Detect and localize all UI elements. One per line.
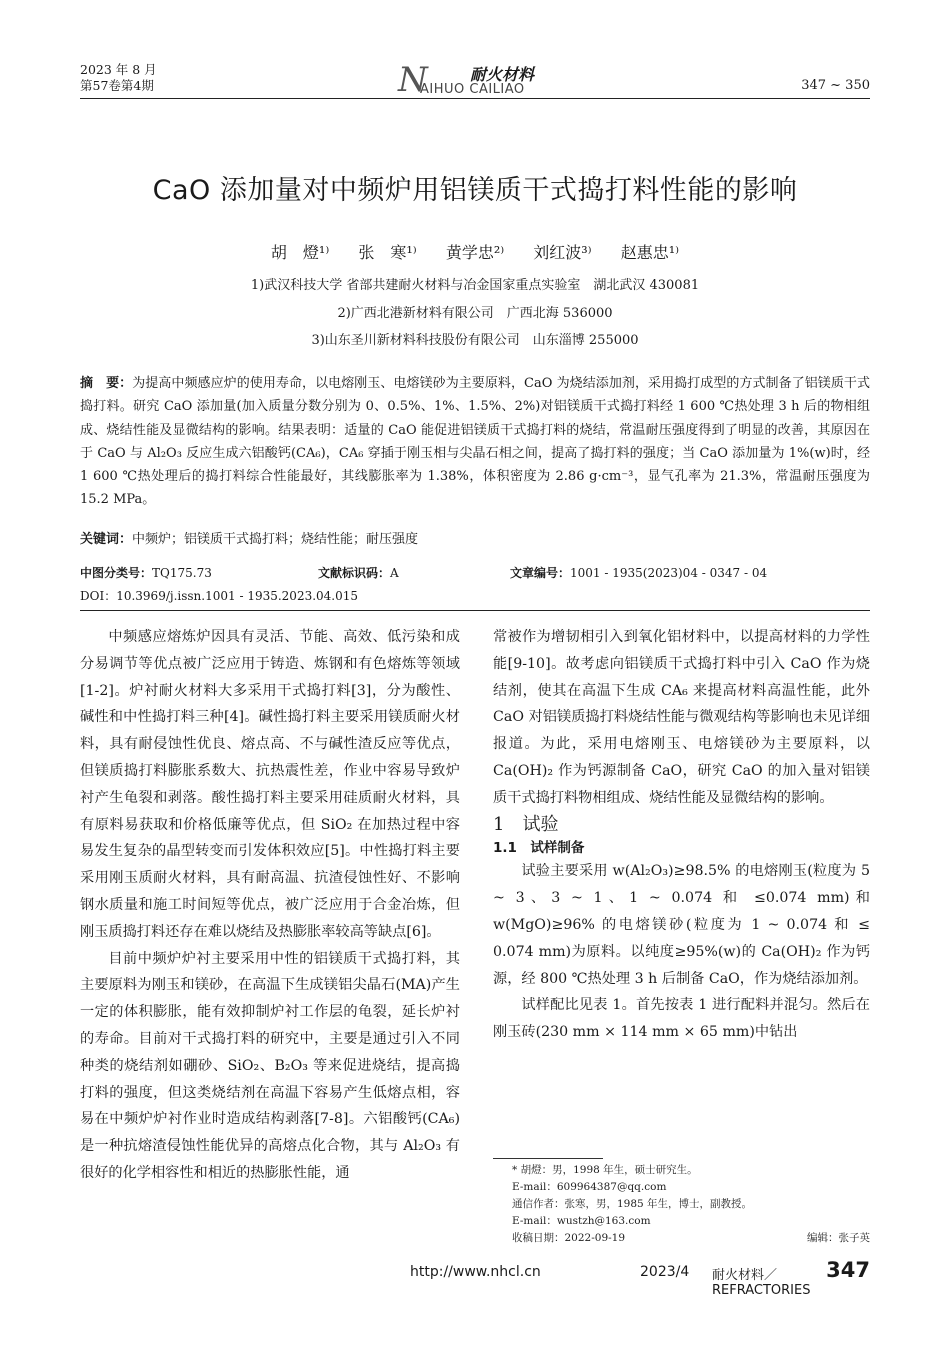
affiliation-1: 1)武汉科技大学 省部共建耐火材料与冶金国家重点实验室 湖北武汉 430081 — [250, 278, 700, 293]
body-column-right — [493, 624, 870, 1046]
issue-info — [80, 62, 157, 94]
journal-logo — [398, 60, 548, 100]
page-range: 347 ~ 350 — [801, 78, 870, 93]
issue-number: 2023/4 — [640, 1264, 690, 1280]
logo-pinyin: AIHUO CAILIAO — [420, 82, 525, 97]
author: 黄学忠²⁾ — [445, 243, 505, 262]
abstract-divider — [80, 610, 870, 611]
logo-chinese: 耐火材料 — [470, 65, 535, 84]
paragraph-continued: 常被作为增韧相引入到氧化铝材料中，以提高材料的力学性能[9-10]。故考虑向铝镁质干式捣打料中引入 CaO 作为烧结剂，使其在高温下生成 CA₆ 来提高材料高温性能，此外 CaO 对铝镁质捣打料烧结性能与微观结构等影响也未见详细报道。为此，采用电熔刚玉、电熔镁砂为主要原料，以 Ca(OH)₂ 作为钙源制备 CaO，研究 CaO 的加入量对铝镁质干式捣打料物相组成、烧结性能及显微结构的影响。 — [493, 629, 870, 806]
page-footer — [80, 1258, 870, 1298]
author: 胡 燈¹⁾ — [270, 243, 330, 262]
affiliation-3: 3)山东圣川新材料科技股份有限公司 山东淄博 255000 — [311, 333, 639, 348]
doi: DOI：10.3969/j.issn.1001 - 1935.2023.04.015 — [80, 589, 359, 603]
footnote: * 胡燈：男，1998 年生，硕士研究生。 E-mail：609964387@qq.com 通信作者：张寒，男，1985 年生，博士，副教授。 E-mail：wustzh@163.com 收稿日期：2022-09-19 — [512, 1164, 753, 1244]
clc-number: 中图分类号：TQ175.73 — [80, 566, 212, 580]
author-list — [0, 240, 950, 263]
paragraph: 目前中频炉炉衬主要采用中性的铝镁质干式捣打料，其主要原料为刚玉和镁砂，在高温下生成镁铝尖晶石(MA)产生一定的体积膨胀，能有效抑制炉衬工作层的龟裂，延长炉衬的寿命。目前对干式捣打料的研究中，主要是通过引入不同种类的烧结剂如硼砂、SiO₂、B₂O₃ 等来促进烧结，提高捣打料的强度，但这类烧结剂在高温下容易产生低熔点相，容易在中频炉炉衬作业时造成结构剥落[7-8]。六铝酸钙(CA₆)是一种抗熔渣侵蚀性能优异的高熔点化合物，其与 Al₂O₃ 有很好的化学相容性和相近的热膨胀性能，通 — [80, 950, 460, 1181]
keywords-text: 中频炉；铝镁质干式捣打料；烧结性能；耐压强度 — [132, 532, 419, 547]
abstract-label: 摘 要： — [80, 376, 133, 391]
paragraph: 试验主要采用 w(Al₂O₃)≥98.5% 的电熔刚玉(粒度为 5 ~ 3、3 ~ 1、1 ~ 0.074 和 ≤0.074 mm)和 w(MgO)≥96% 的电熔镁砂(粒度为 1 ~ 0.074 和 ≤ 0.074 mm)为原料。以纯度≥95%(w)的 Ca(OH)₂ 作为钙源，经 800 ℃热处理 3 h 后制备 CaO，作为烧结添加剂。 — [493, 863, 870, 987]
issue-date: 2023 年 8 月 — [80, 62, 157, 77]
author: 刘红波³⁾ — [533, 243, 592, 262]
subsection-heading: 1.1 试样制备 — [493, 840, 585, 857]
page-number: 347 — [826, 1258, 870, 1282]
keywords-label: 关键词： — [80, 532, 133, 547]
abstract — [80, 372, 870, 512]
paragraph: 试样配比见表 1。首先按表 1 进行配料并混匀。然后在刚玉砖(230 mm × 114 mm × 65 mm)中钻出 — [493, 997, 870, 1041]
paragraph: 中频感应熔炼炉因具有灵活、节能、高效、低污染和成分易调节等优点被广泛应用于铸造、炼钢和有色熔炼等领域[1-2]。炉衬耐火材料大多采用干式捣打料[3]，分为酸性、碱性和中性捣打料三种[4]。碱性捣打料主要采用镁质耐火材料，具有耐侵蚀性优良、熔点高、不与碱性渣反应等优点，但镁质捣打料膨胀系数大、抗热震性差，作业中容易导致炉衬产生龟裂和剥落。酸性捣打料主要采用硅质耐火材料，具有原料易获取和价格低廉等优点，但 SiO₂ 在加热过程中容易发生复杂的晶型转变而引发体积效应[5]。中性捣打料主要采用刚玉质耐火材料，具有耐高温、抗渣侵蚀性好、不影响钢水质量和施工时间短等优点，被广泛应用于合金冶炼，但刚玉质捣打料还存在难以烧结及热膨胀率较高等缺点[6]。 — [80, 629, 460, 940]
document-code: 文献标识码：A — [318, 566, 399, 580]
header-divider — [80, 98, 870, 99]
editor-note: 编辑：张子英 — [807, 1232, 870, 1244]
author: 赵惠忠¹⁾ — [620, 243, 680, 262]
footnote-divider — [493, 1158, 603, 1159]
logo-letter: N — [398, 60, 428, 100]
body-column-left — [80, 624, 460, 1187]
abstract-text: 为提高中频感应炉的使用寿命，以电熔刚玉、电熔镁砂为主要原料，CaO 为烧结添加剂，采用捣打成型的方式制备了铝镁质干式捣打料。研究 CaO 添加量(加入质量分数分别为 0、0.5%、1%、1.5%、2%)对铝镁质干式捣打料经 1 600 ℃热处理 3 h 后的物相组成、烧结性能及显微结构的影响。结果表明：适量的 CaO 能促进铝镁质干式捣打料的烧结，常温耐压强度得到了明显的改善，其原因在于 CaO 与 Al₂O₃ 反应生成六铝酸钙(CA₆)，CA₆ 穿插于刚玉相与尖晶石相之间，提高了捣打料的强度；当 CaO 添加量为 1%(w)时，经 1 600 ℃热处理后的捣打料综合性能最好，其线膨胀率为 1.38%，体积密度为 2.86 g·cm⁻³，显气孔率为 21.3%，常温耐压强度为 15.2 MPa。 — [80, 376, 870, 508]
article-number: 文章编号：1001 - 1935(2023)04 - 0347 - 04 — [510, 566, 768, 580]
journal-url[interactable]: http://www.nhcl.cn — [410, 1264, 541, 1280]
issue-volume: 第57卷第4期 — [80, 78, 154, 93]
article-title: CaO 添加量对中频炉用铝镁质干式捣打料性能的影响 — [152, 175, 798, 206]
author: 张 寒¹⁾ — [358, 243, 417, 262]
section-heading: 1 试验 — [493, 813, 559, 835]
keywords — [80, 528, 870, 547]
affiliation-2: 2)广西北港新材料有限公司 广西北海 536000 — [337, 306, 613, 321]
journal-name: 耐火材料／REFRACTORIES — [712, 1268, 811, 1298]
